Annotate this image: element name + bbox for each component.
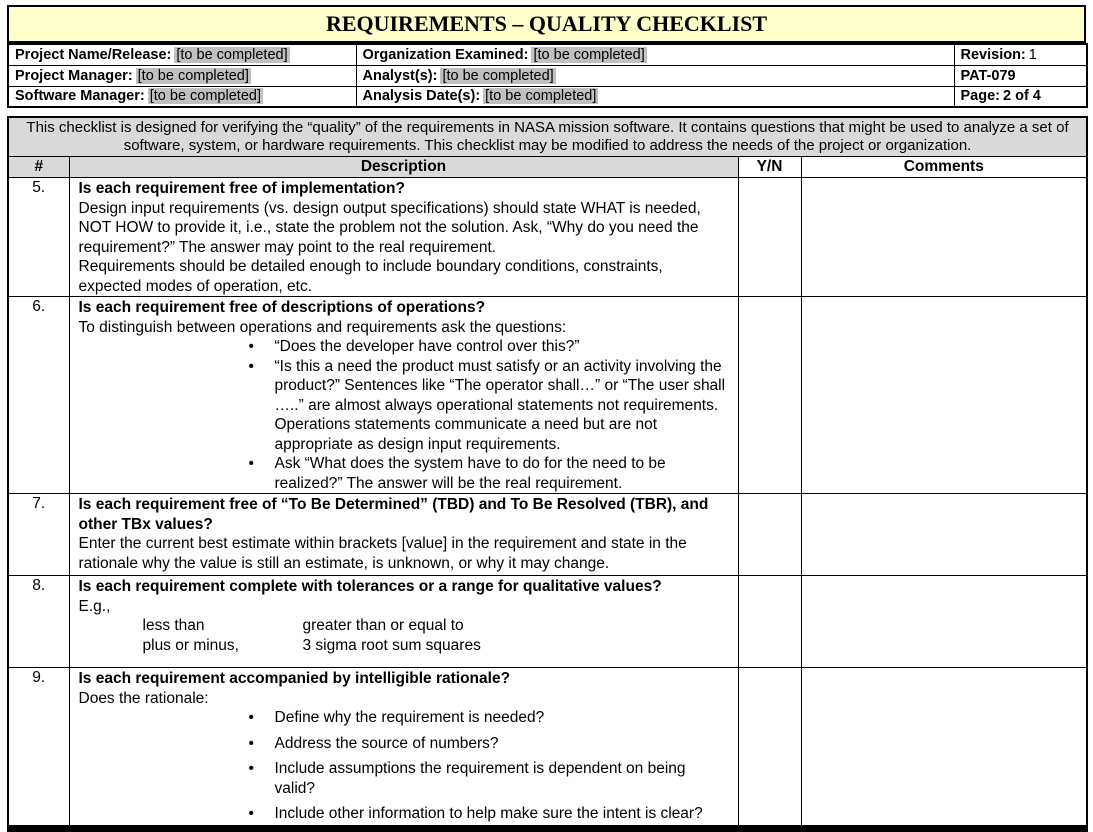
project-name-field[interactable]: [to be completed] <box>176 46 288 63</box>
checklist-item-row <box>8 178 1087 297</box>
item-number: 7. <box>8 494 69 576</box>
item-yn-cell[interactable] <box>738 576 801 668</box>
project-name-label: Project Name/Release: <box>15 46 172 63</box>
pat-number: PAT-079 <box>960 67 1016 84</box>
item-yn-cell[interactable] <box>738 297 801 494</box>
item-number: 6. <box>8 297 69 494</box>
example-term: less than <box>142 617 205 634</box>
item-description <box>69 494 738 576</box>
item-number: 9. <box>8 668 69 831</box>
item-description <box>69 178 738 297</box>
item-description <box>69 668 738 831</box>
info-cell-project-manager <box>8 65 356 86</box>
bullet-list <box>79 708 729 824</box>
info-row <box>8 65 1087 86</box>
column-header-yn: Y/N <box>738 157 801 178</box>
info-cell-software-manager <box>8 86 356 107</box>
example-term: greater than or equal to <box>302 617 464 634</box>
bullet-item: • Include other information to help make sure the intent is clear? <box>79 804 729 824</box>
column-header-description: Description <box>69 157 738 178</box>
item-question: Is each requirement free of “To Be Determined” (TBD) and To Be Resolved (TBR), and other TBx values? <box>78 496 709 533</box>
item-question: Is each requirement complete with tolerances or a range for qualitative values? <box>78 578 662 595</box>
bullet-list <box>79 337 729 493</box>
column-header-comments: Comments <box>801 157 1087 178</box>
analyst-field[interactable]: [to be completed] <box>442 67 554 84</box>
item-question: Is each requirement free of implementation? <box>78 180 405 197</box>
organization-field[interactable]: [to be completed] <box>533 46 645 63</box>
example-term: plus or minus, <box>142 636 239 654</box>
item-comments-cell[interactable] <box>801 178 1087 297</box>
item-description <box>69 297 738 494</box>
info-cell-revision <box>954 44 1087 65</box>
bullet-item: • Address the source of numbers? <box>79 734 729 754</box>
item-question: Is each requirement accompanied by intelligible rationale? <box>78 670 511 687</box>
table-bottom-border <box>7 825 1086 830</box>
page-title: REQUIREMENTS – QUALITY CHECKLIST <box>325 11 768 36</box>
checklist-item-row <box>8 668 1087 831</box>
item-paragraph: Enter the current best estimate within brackets [value] in the requirement and state in the rationale why the value is still an estimate, is unknown, or why it may change. <box>78 535 687 572</box>
column-header-row <box>8 157 1087 178</box>
info-cell-pat-number <box>954 65 1087 86</box>
bullet-item: • Include assumptions the requirement is dependent on being valid? <box>79 759 729 798</box>
item-paragraph: To distinguish between operations and requirements ask the questions: <box>78 318 567 336</box>
item-yn-cell[interactable] <box>738 668 801 831</box>
column-header-number: # <box>8 157 69 178</box>
info-cell-page-number <box>954 86 1087 107</box>
example-term: 3 sigma root sum squares <box>302 636 481 654</box>
item-paragraph: Requirements should be detailed enough to include boundary conditions, constraints, expected modes of operation, etc. <box>78 258 663 295</box>
intro-row <box>8 117 1087 157</box>
info-cell-project-name <box>8 44 356 65</box>
project-manager-label: Project Manager: <box>15 67 133 84</box>
item-question: Is each requirement free of descriptions of operations? <box>78 299 486 316</box>
checklist-item-row <box>8 576 1087 668</box>
bullet-item: • “Does the developer have control over this?” <box>79 337 729 357</box>
title-bar <box>7 5 1086 43</box>
software-manager-field[interactable]: [to be completed] <box>149 88 261 105</box>
item-paragraph: Does the rationale: <box>78 689 209 707</box>
revision-value: 1 <box>1028 46 1037 63</box>
item-paragraph: Design input requirements (vs. design output specifications) should state WHAT is needed, NOT HOW to provide it, i.e., state the problem not the solution. Ask, “Why do you need the requirement?” The answer may point to the real requirement. <box>78 199 701 256</box>
organization-label: Organization Examined: <box>362 46 529 63</box>
bullet-item: • “Is this a need the product must satisfy or an activity involving the product?” Sentences like “The operator shall…” or “The user shall …..” are almost always operational statements not requirements. Operations statements communicate a need but are not appropriate as design input requirements. <box>79 357 729 455</box>
info-row <box>8 86 1087 107</box>
page-number-label: Page: <box>960 88 1000 105</box>
item-comments-cell[interactable] <box>801 668 1087 831</box>
checklist-item-row <box>8 494 1087 576</box>
item-number: 8. <box>8 576 69 668</box>
item-yn-cell[interactable] <box>738 494 801 576</box>
example-pair-row <box>143 616 729 636</box>
analyst-label: Analyst(s): <box>362 67 438 84</box>
bullet-item: • Ask “What does the system have to do for the need to be realized?” The answer will be the real requirement. <box>79 454 729 493</box>
bullet-item: • Define why the requirement is needed? <box>79 708 729 728</box>
info-cell-organization <box>356 44 954 65</box>
software-manager-label: Software Manager: <box>15 88 145 105</box>
revision-label: Revision: <box>960 46 1026 63</box>
item-comments-cell[interactable] <box>801 297 1087 494</box>
checklist-item-row <box>8 297 1087 494</box>
info-cell-analysis-date <box>356 86 954 107</box>
info-cell-analyst <box>356 65 954 86</box>
page-number-value: 2 of 4 <box>1003 88 1041 105</box>
project-manager-field[interactable]: [to be completed] <box>137 67 249 84</box>
intro-text: This checklist is designed for verifying the “quality” of the requirements in NASA mission software. It contains questions that might be used to analyze a set of software, system, or hardware requirements. This checklist may be modified to address the needs of the project or organization. <box>8 117 1087 157</box>
item-comments-cell[interactable] <box>801 576 1087 668</box>
checklist-table <box>7 116 1088 832</box>
analysis-date-field[interactable]: [to be completed] <box>485 88 597 105</box>
info-row <box>8 44 1087 65</box>
item-comments-cell[interactable] <box>801 494 1087 576</box>
item-yn-cell[interactable] <box>738 178 801 297</box>
item-description <box>69 576 738 668</box>
item-paragraph: E.g., <box>78 597 111 615</box>
item-number: 5. <box>8 178 69 297</box>
analysis-date-label: Analysis Date(s): <box>362 88 481 105</box>
project-info-table <box>7 43 1088 108</box>
example-pair-row <box>143 636 729 656</box>
